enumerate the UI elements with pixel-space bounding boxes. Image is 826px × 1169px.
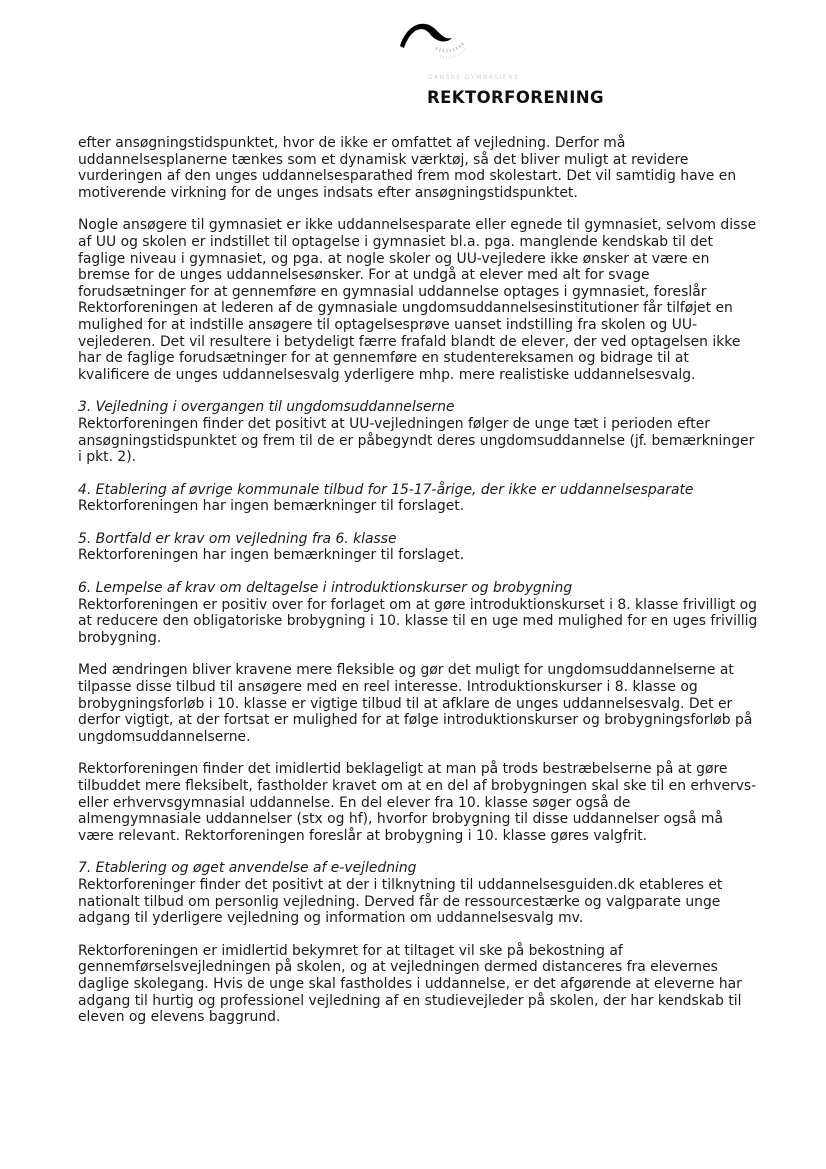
wave-swoosh-logo-icon	[392, 12, 472, 70]
section-7	[78, 860, 758, 1025]
body-paragraph: Rektorforeningen finder det positivt at UU-vejledningen følger de unge tæt i perioden efter ansøgningstidspunktet og frem til de er påbegyndt deres ungdomsuddannelse (jf. bemærkninger i pkt. 2).	[78, 415, 755, 466]
body-paragraph: Rektorforeningen finder det imidlertid beklageligt at man på trods bestræbelserne på at gøre tilbuddet mere fleksibelt, fastholder kravet om at en del af brobygningen skal ske til en erhvervs- eller erhvervsgymnasial uddannelse. En del elever fra 10. klasse søger også de almengymnasiale uddannelser (stx og hf), hvorfor brobygning til disse uddannelser også må være relevant. Rektorforeningen foreslår at brobygning i 10. klasse gøres valgfrit.	[78, 761, 757, 844]
section-heading: 6. Lempelse af krav om deltagelse i introduktionskurser og brobygning	[78, 580, 573, 597]
body-paragraph: Rektorforeningen er positiv over for forlaget om at gøre introduktionskurset i 8. klasse frivilligt og at reducere den obligatoriske brobygning i 10. klasse til en uge med mulighed for en uges frivillig brobygning.	[78, 596, 758, 646]
section-4	[78, 482, 758, 515]
organization-name: REKTORFORENING	[427, 88, 604, 107]
section-heading: 7. Etablering og øget anvendelse af e-vejledning	[78, 860, 417, 877]
section-heading: 4. Etablering af øvrige kommunale tilbud for 15-17-årige, der ikke er uddannelsesparate	[78, 481, 694, 498]
body-paragraph: Nogle ansøgere til gymnasiet er ikke uddannelsesparate eller egnede til gymnasiet, selvom disse af UU og skolen er indstillet til optagelse i gymnasiet bl.a. pga. manglende kendskab til det faglige niveau i gymnasiet, og pga. at nogle skoler og UU-vejledere ikke ønsker at være en bremse for de unges uddannelsesønsker. For at undgå at elever med alt for svage forudsætninger for at gennemføre en gymnasial uddannelse optages i gymnasiet, foreslår Rektorforeningen at lederen af de gymnasiale ungdomsuddannelsesinstitutioner får tilføjet en mulighed for at indstille ansøgere til optagelsesprøve uanset indstilling fra skolen og UU-vejlederen. Det vil resultere i betydeligt færre frafald blandt de elever, der ved optagelsen ikke har de faglige forudsætninger for at gennemføre en studentereksamen og bidrage til at kvalificere de unges uddannelsesvalg yderligere mhp. mere realistiske uddannelsesvalg.	[78, 217, 757, 383]
section-5	[78, 531, 758, 564]
body-paragraph: efter ansøgningstidspunktet, hvor de ikke er omfattet af vejledning. Derfor må uddannelsesplanerne tænkes som et dynamisk værktøj, så det bliver muligt at revidere vurderingen af den unges uddannelsesparathed frem mod skolestart. Det vil samtidig have en motiverende virkning for de unges indsats efter ansøgningstidspunktet.	[78, 135, 737, 201]
body-paragraph: Rektorforeningen har ingen bemærkninger til forslaget.	[78, 498, 465, 515]
section-6	[78, 580, 758, 844]
section-heading: 5. Bortfald er krav om vejledning fra 6. klasse	[78, 530, 397, 547]
section-3	[78, 399, 758, 465]
body-paragraph: Rektorforeningen har ingen bemærkninger til forslaget.	[78, 547, 465, 564]
letterhead	[0, 0, 826, 115]
body-paragraph: Rektorforeninger finder det positivt at der i tilknytning til uddannelsesguiden.dk etableres et nationalt tilbud om personlig vejledning. Derved får de ressourcestærke og valgparate unge adgang til yderligere vejledning og information om uddannelsesvalg mv.	[78, 876, 723, 927]
section-heading: 3. Vejledning i overgangen til ungdomsuddannelserne	[78, 399, 455, 416]
body-paragraph: Med ændringen bliver kravene mere fleksible og gør det muligt for ungdomsuddannelserne at tilpasse disse tilbud til ansøgere med en reel interesse. Introduktionskurser i 8. klasse og brobygningsforløb i 10. klasse er vigtige tilbud til at afklare de unges uddannelsesvalg. Det er derfor vigtigt, at der fortsat er mulighed for at følge introduktionskurser og brobygningsforløb på ungdomsuddannelserne.	[78, 662, 753, 745]
letter-body	[78, 135, 758, 1042]
logo-faint-text: DANSKE GYMNASIERS	[428, 74, 520, 81]
body-paragraph: Rektorforeningen er imidlertid bekymret for at tiltaget vil ske på bekostning af gennemførselsvejledningen på skolen, og at vejledningen dermed distanceres fra elevernes daglige skolegang. Hvis de unge skal fastholdes i uddannelse, er det afgørende at eleverne har adgang til hurtig og professionel vejledning af en studievejleder på skolen, der har kendskab til eleven og elevens baggrund.	[78, 942, 742, 1026]
